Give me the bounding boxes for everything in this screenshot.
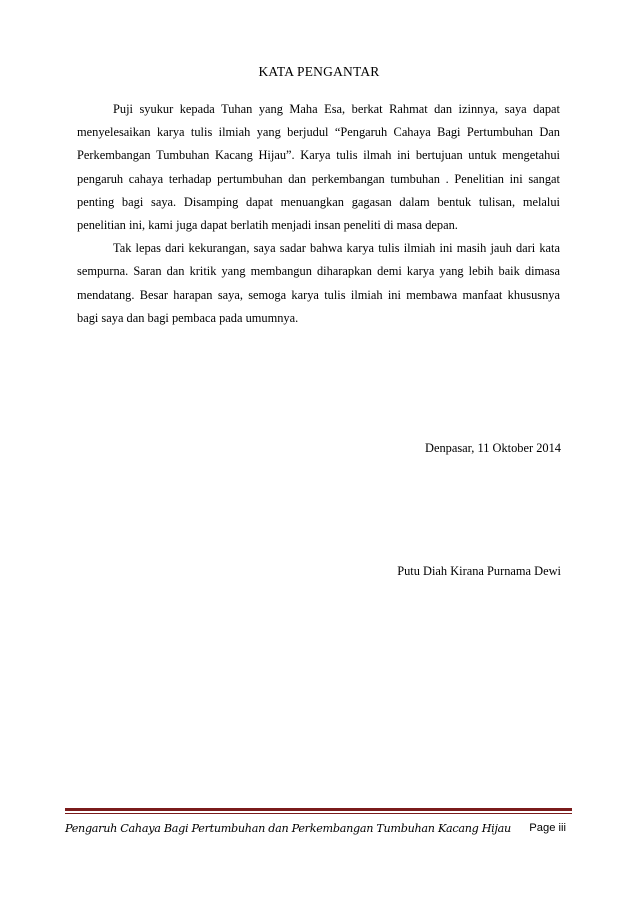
footer-rule-thick: [65, 808, 572, 811]
footer-rule-thin: [65, 813, 572, 814]
page-title: KATA PENGANTAR: [258, 64, 380, 79]
date-line: Denpasar, 11 Oktober 2014: [425, 441, 561, 455]
footer-running-title: Pengaruh Cahaya Bagi Pertumbuhan dan Perkembangan Tumbuhan Kacang Hijau: [65, 822, 511, 835]
paragraph-2: Tak lepas dari kekurangan, saya sadar bahwa karya tulis ilmiah ini masih jauh dari kata sempurna. Saran dan kritik yang membangun diharapkan demi karya yang lebih baik dimasa mendatang. Besar harapan saya, semoga karya tulis ilmiah ini membawa manfaat khususnya bagi saya dan bagi pembaca pada umumnya.: [77, 241, 560, 325]
author-signature: Putu Diah Kirana Purnama Dewi: [397, 564, 561, 578]
paragraph-1: Puji syukur kepada Tuhan yang Maha Esa, berkat Rahmat dan izinnya, saya dapat menyelesaikan karya tulis ilmiah yang berjudul “Pengaruh Cahaya Bagi Pertumbuhan Dan Perkembangan Tumbuhan Kacang Hijau”. Karya tulis ilmah ini bertujuan untuk mengetahui pengaruh cahaya terhadap pertumbuhan dan perkembangan tumbuhan . Penelitian ini sangat penting bagi saya. Disamping dapat menuangkan gagasan dalam bentuk tulisan, melalui penelitian ini, kami juga dapat berlatih menjadi insan peneliti di masa depan.: [77, 102, 560, 233]
body-text: [77, 98, 560, 330]
footer-page-number: Page iii: [529, 822, 566, 834]
